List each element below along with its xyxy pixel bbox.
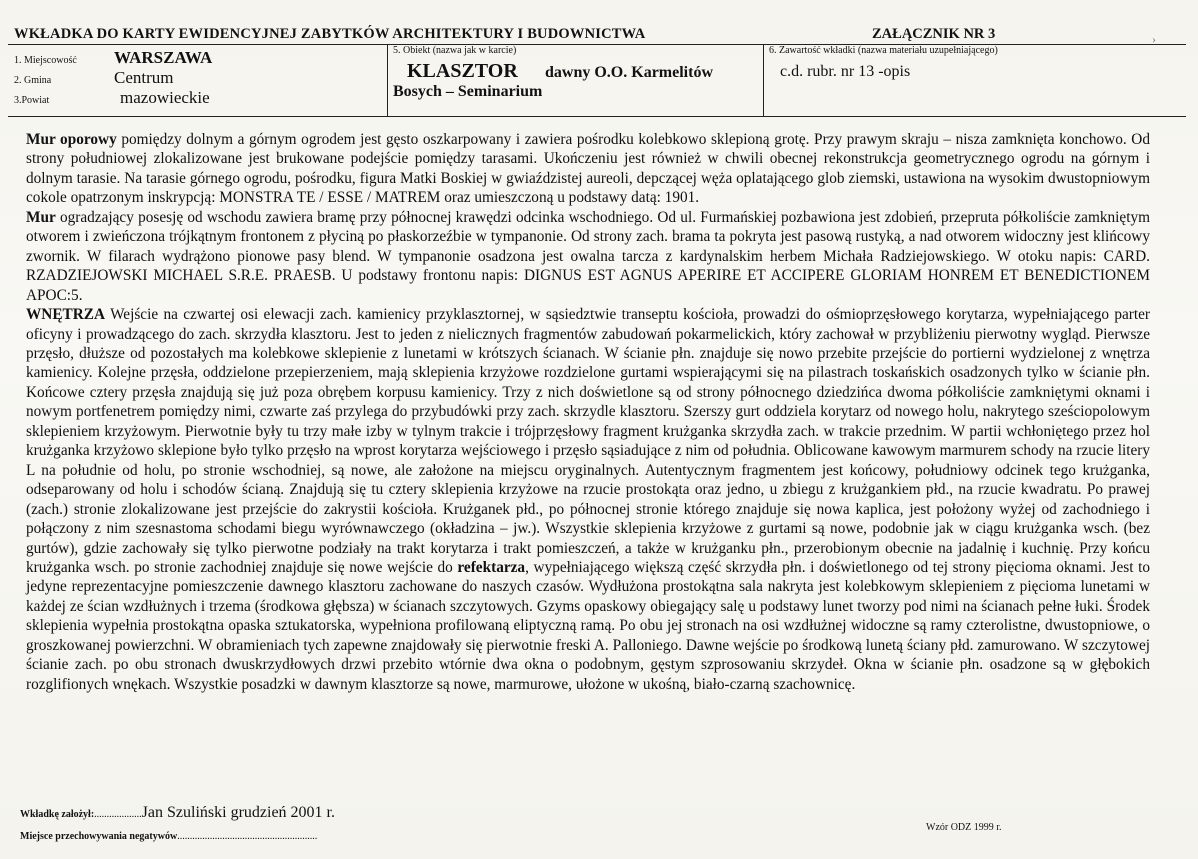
city-value: WARSZAWA (114, 48, 213, 67)
municipality-value: Centrum (114, 68, 174, 87)
municipality-field (14, 68, 174, 88)
city-label: 1. Miejscowość (14, 55, 77, 66)
contents-value: c.d. rubr. nr 13 -opis (780, 63, 911, 80)
header-top-rule (8, 44, 1186, 45)
contents-label: 6. Zawartość wkładki (nazwa materiału uzupełniającego) (769, 45, 998, 56)
object-label: 5. Obiekt (nazwa jak w karcie) (393, 45, 517, 56)
description-body (26, 130, 1150, 694)
paragraph-lead: Mur (26, 208, 56, 226)
paragraph-text: , wypełniającego większą część skrzydła płn. i doświetlonego od tej strony pięcioma oknami. Jest to jedyne reprezentacyjne pomieszczenie dawnego klasztoru zachowane do naszych czasów. Wydłużona prostokątna sala nakryta jest kolebkowym sklepieniem z pięcioma lunetami w każdej ze ścian wzdłużnych i trzema (środkowa głębsza) w ścianach szczytowych. Gzyms opaskowy obiegający salę u podstawy lunet tworzy pod nimi na ścianach pełne łuki. Środek sklepienia wypełnia prostokątna opaska sztukatorska, wypełniona profilowaną eliptyczną ramą. Po obu jej stronach na osi wzdłużnej widoczne są ramy czterolistne, dwustopniowe, o groszkowanej powierzchni. W obramieniach tych zapewne znajdowały się pierwotnie freski A. Palloniego. Dawne wejście po środkową lunetą ściany płd. zamurowano. W szczytowej ścianie zach. po obu stronach dwuskrzydłowych drzwi przebito wtórnie dwa okna o podobnym, gęstym szprosowaniu skrzydeł. Okna w ścianie płn. osadzone są w głębokich rozglifionych wnękach. Wszystkie posadzki w dawnym klasztorze są nowe, marmurowe, ułożone w ukośną, biało-czarną szachownicę. (26, 558, 1150, 693)
paragraph-retaining-wall (26, 130, 1150, 208)
corner-mark: › (1152, 32, 1156, 46)
form-title: WKŁADKA DO KARTY EWIDENCYJNEJ ZABYTKÓW ARCHITEKTURY I BUDOWNICTWA (14, 26, 646, 42)
header-divider-2 (763, 44, 764, 116)
author-line (20, 804, 335, 822)
annex-number: ZAŁĄCZNIK NR 3 (872, 26, 996, 42)
paragraph-lead: WNĘTRZA (26, 306, 106, 324)
negatives-label: Miejsce przechowywania negatywów (20, 831, 178, 842)
district-value: mazowieckie (120, 88, 210, 107)
object-name-line2: Bosych – Seminarium (393, 83, 543, 100)
municipality-label: 2. Gmina (14, 75, 52, 86)
paragraph-text: Wejście na czwartej osi elewacji zach. kamienicy przyklasztornej, w sąsiedztwie transeptu kościoła, prowadzi do ośmioprzęsłowego korytarza, wypełniającego parter oficyny i prowadzącego do zach. skrzydła klasztoru. Jest to jeden z nielicznych fragmentów zabudowań pokarmelickich, który zachował w przybliżeniu pierwotny wygląd. Pierwsze przęsło, dłuższe od pozostałych ma kolebkowe sklepienie z lunetami w krótszych ścianach. W ścianie płn. znajduje się nowo przebite przejście do portierni wydzielonej z wnętrza kamienicy. Kolejne przęsła, oddzielone przepierzeniem, mają sklepienia krzyżowe rozdzielone gurtami wspierającymi się na pilastrach toskańskich osadzonych tylko w ścianie płn. Końcowe cztery przęsła znajdują się już poza obrębem korpusu kamienicy. Trzy z nich doświetlone są od strony północnego dziedzińca dwoma półkoliście zamkniętymi oknami i nowym portfenetrem pomiędzy nimi, czwarte zaś przylega do przybudówki przy zach. skrzydle klasztoru. Szerszy gurt oddziela korytarz od nowego holu, nakrytego sześciopolowym sklepieniem krzyżowym. Pierwotnie były tu trzy małe izby w tylnym trakcie i trójprzęsłowy fragment krużganka skrzydła zach. w trakcie przednim. W partii wchłoniętego przez hol krużganka krzyżowo sklepione było tylko przęsło na wprost korytarza wejściowego i przęsło sąsiadujące z nim od południa. Oblicowane kawowym marmurem schody na rzucie litery L na południe od holu, po stronie wschodniej, są nowe, ale założone na miejscu oryginalnych. Autentycznym fragmentem jest końcowy, południowy odcinek tego krużganka, odseparowany od holu i schodów ścianą. Znajdują się tu cztery sklepienia krzyżowe na rzucie prostokąta oraz jedno, u zbiegu z krużgankiem płd., na rzucie kwadratu. Po prawej (zach.) stronie zlokalizowane jest przejście do zakrystii kościoła. Krużganek płd., po północnej stronie którego znajduje się nowa kaplica, jest położony wyżej od zachodniego i połączony z nim szesnastoma schodami biegu wyrównawczego (okładzina – jw.). Wszystkie sklepienia krzyżowe z gurtami są nowe, podobnie jak w ciągu krużganka wsch. (bez gurtów), gdzie zachowały się tylko pierwotne podziały na trakt korytarza i trakt pomieszczeń, a także w krużganku płn., przerobionym obecnie na jadalnię i kuchnię. Przy końcu krużganka wsch. po stronie zachodniej znajduje się nowe wejście do (26, 306, 1150, 576)
paragraph-lead: Mur oporowy (26, 131, 117, 148)
object-name-continued: dawny O.O. Karmelitów (545, 64, 713, 81)
header-bottom-rule (8, 116, 1186, 117)
author-dots: ................... (94, 809, 142, 820)
author-label: Wkładkę założył: (20, 809, 95, 820)
paragraph-fence-wall (26, 208, 1150, 305)
paragraph-interiors (26, 305, 1150, 694)
header-divider-1 (387, 44, 388, 116)
author-value: Jan Szuliński grudzień 2001 r. (141, 804, 335, 821)
district-field (14, 88, 210, 108)
district-label: 3.Powiat (14, 95, 50, 106)
negatives-line (20, 826, 317, 844)
city-field (14, 48, 212, 68)
form-model: Wzór ODZ 1999 r. (926, 822, 1002, 833)
paragraph-text: pomiędzy dolnym a górnym ogrodem jest gęsto oszkarpowany i zawiera pośrodku kolebkowo sklepioną grotę. Przy prawym skraju – nisza zamknięta konchowo. Od strony południowej zlokalizowane jest brukowane podejście pomiędzy tarasami. Ukończeniu jest również w chwili obecnej rekonstrukcja geometrycznego ogrodu na górnym i dolnym tarasie. Na tarasie górnego ogrodu, pośrodku, figura Matki Boskiej w gwiaździstej aureoli, depczącej węża oplatającego glob ziemski, ustawiona na wysokim dwustopniowym cokole opatrzonym inskrypcją: MONSTRA TE / ESSE / MATREM oraz umieszczoną u podstawy datą: 1901. (26, 131, 1150, 207)
negatives-dots: ........................................................ (177, 831, 318, 842)
paragraph-emphasis: refektarza (457, 558, 526, 576)
object-name: KLASZTOR (407, 60, 518, 82)
paragraph-text: ogradzający posesję od wschodu zawiera bramę przy północnej krawędzi odcinka wschodniego. Od ul. Furmańskiej pozbawiona jest zdobień, przepruta półkoliście zamkniętym otworem i zwieńczona trójkątnym frontonem z płyciną po płaskorzeźbie w tympanonie. Od strony zach. brama ta pokryta jest pasową rustyką, a nad otworem widoczny jest klińcowy zwornik. W filarach wydrążono pionowe pasy blend. W tympanonie osadzona jest owalna tarcza z kardynalskim herbem Michała Radziejowskiego. W otoku napis: CARD. RZADZIEJOWSKI MICHAEL S.R.E. PRAESB. U podstawy frontonu napis: DIGNUS EST AGNUS APERIRE ET ACCIPERE GLORIAM HONREM ET BENEDICTIONEM APOC:5. (26, 208, 1150, 304)
